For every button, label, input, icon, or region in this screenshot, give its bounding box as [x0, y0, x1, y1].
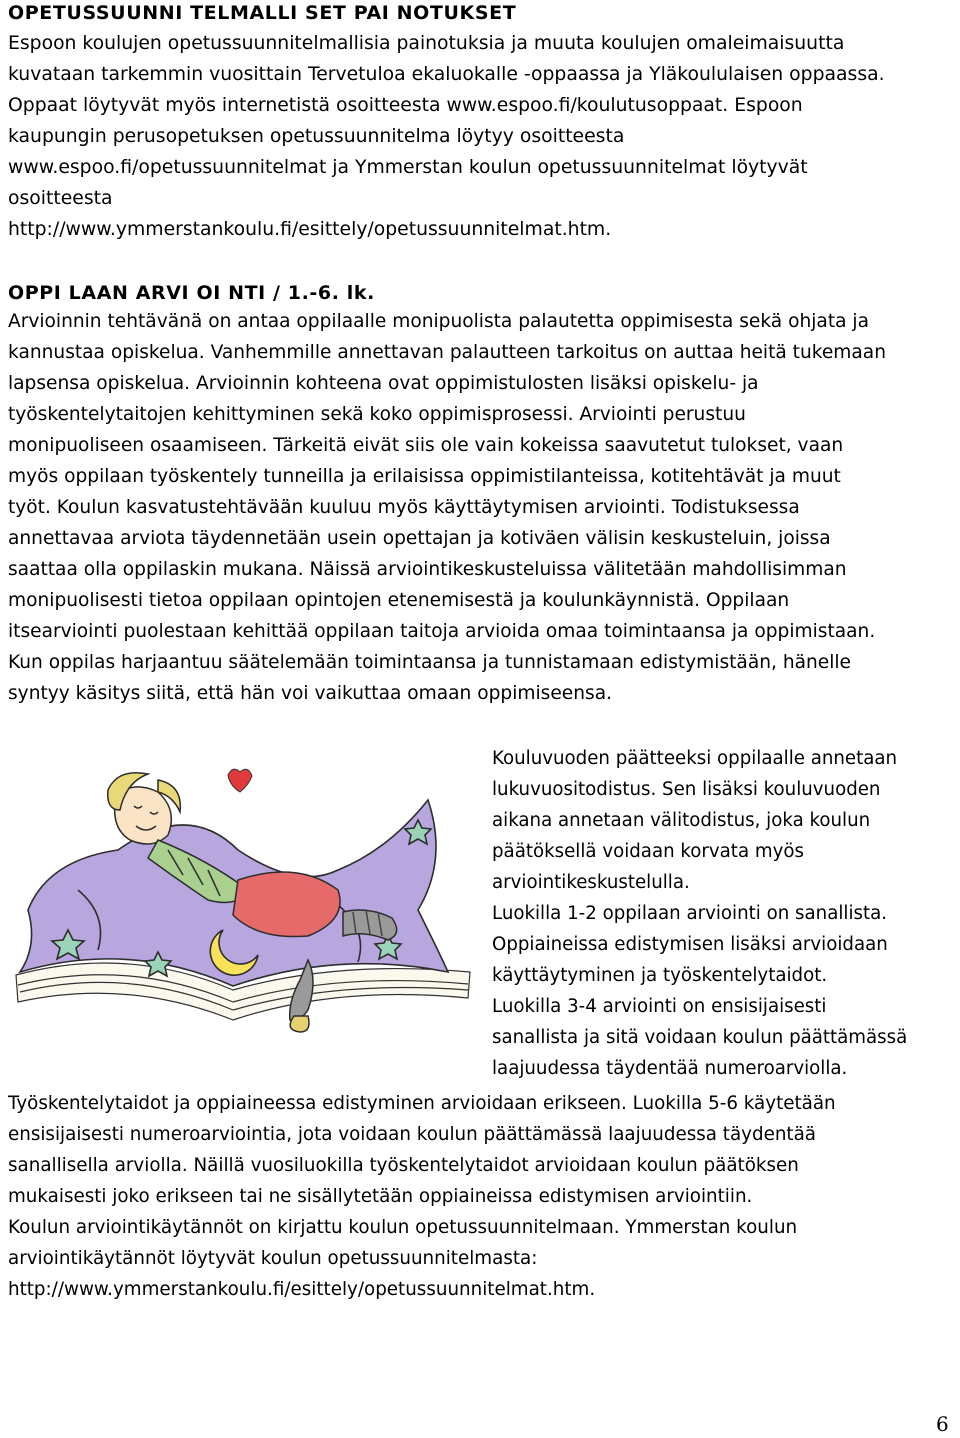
text-line: arviointikeskustelulla. [492, 872, 690, 893]
page-number: 6 [936, 1412, 949, 1436]
text-line: Luokilla 3-4 arviointi on ensisijaisesti [492, 996, 827, 1017]
text-line: www.espoo.fi/opetussuunnitelmat ja Ymmerstan koulun opetussuunnitelmat löytyvät [8, 157, 808, 178]
section-heading-assessment: OPPI LAAN ARVI OI NTI / 1.-6. lk. [8, 282, 375, 304]
text-line: osoitteesta [8, 188, 113, 209]
grading-practices-paragraph [8, 1088, 954, 1305]
report-card-paragraph [492, 743, 958, 1084]
text-line: kuvataan tarkemmin vuosittain Tervetuloa ekaluokalle -oppaassa ja Yläkoululaisen oppaassa. [8, 64, 885, 85]
text-line: Espoon koulujen opetussuunnitelmallisia painotuksia ja muuta koulujen omaleimaisuutta [8, 33, 845, 54]
text-line: Kouluvuoden päätteeksi oppilaalle annetaan [492, 748, 898, 769]
text-line: lukuvuositodistus. Sen lisäksi kouluvuoden [492, 779, 881, 800]
text-line: http://www.ymmerstankoulu.fi/esittely/opetussuunnitelmat.htm. [8, 219, 612, 240]
text-line: Työskentelytaidot ja oppiaineessa edistyminen arvioidaan erikseen. Luokilla 5-6 käytetään [8, 1093, 836, 1114]
text-line: sanallista ja sitä voidaan koulun päättämässä [492, 1027, 908, 1048]
text-line: kaupungin perusopetuksen opetussuunnitelma löytyy osoitteesta [8, 126, 625, 147]
text-line: laajuudessa täydentää numeroarviolla. [492, 1058, 848, 1079]
assessment-paragraph [8, 306, 954, 709]
text-line: ensisijaisesti numeroarviointia, jota voidaan koulun päättämässä laajuudessa täydentää [8, 1124, 816, 1145]
heart-icon [228, 769, 252, 792]
text-line: Koulun arviointikäytännöt on kirjattu koulun opetussuunnitelmaan. Ymmerstan koulun [8, 1217, 798, 1238]
section-heading-curriculum: OPETUSSUUNNI TELMALLI SET PAI NOTUKSET [8, 2, 517, 24]
text-line: sanallisella arviolla. Näillä vuosiluokilla työskentelytaidot arvioidaan koulun päätöksen [8, 1155, 799, 1176]
text-line: lapsensa opiskelua. Arvioinnin kohteena ovat oppimistulosten lisäksi opiskelu- ja [8, 373, 759, 394]
text-line: työskentelytaitojen kehittyminen sekä koko oppimisprosessi. Arviointi perustuu [8, 404, 746, 425]
text-line: monipuolisesti tietoa oppilaan opintojen etenemisestä ja koulunkäynnistä. Oppilaan [8, 590, 790, 611]
text-line: mukaisesti joko erikseen tai ne sisällytetään oppiaineissa edistymisen arviointiin. [8, 1186, 753, 1207]
text-line: Luokilla 1-2 oppilaan arviointi on sanallista. [492, 903, 888, 924]
text-line: itsearviointi puolestaan kehittää oppilaan taitoja arvioida omaa toimintaansa ja oppimistaan. [8, 621, 876, 642]
text-line: Arvioinnin tehtävänä on antaa oppilaalle monipuolista palautetta oppimisesta sekä ohjata ja [8, 311, 869, 332]
text-line: syntyy käsitys siitä, että hän voi vaikuttaa omaan oppimiseensa. [8, 683, 613, 704]
child-sleeping-on-book-illustration [8, 740, 480, 1070]
text-line: aikana annetaan välitodistus, joka koulun [492, 810, 871, 831]
text-line: arviointikäytännöt löytyvät koulun opetussuunnitelmasta: [8, 1248, 538, 1269]
text-line: annettavaa arviota täydennetään usein opettajan ja kotiväen välisin keskusteluin, joissa [8, 528, 831, 549]
text-line: kannustaa opiskelua. Vanhemmille annettavan palautteen tarkoitus on auttaa heitä tukemaan [8, 342, 886, 363]
text-line: Oppiaineissa edistymisen lisäksi arvioidaan [492, 934, 888, 955]
text-line: http://www.ymmerstankoulu.fi/esittely/opetussuunnitelmat.htm. [8, 1279, 596, 1300]
text-line: saattaa olla oppilaskin mukana. Näissä arviointikeskusteluissa välitetään mahdollisimman [8, 559, 847, 580]
text-line: Kun oppilas harjaantuu säätelemään toimintaansa ja tunnistamaan edistymistään, hänelle [8, 652, 852, 673]
text-line: käyttäytyminen ja työskentelytaidot. [492, 965, 828, 986]
text-line: myös oppilaan työskentely tunneilla ja erilaisissa oppimistilanteissa, kotitehtävät ja muut [8, 466, 841, 487]
text-line: työt. Koulun kasvatustehtävään kuuluu myös käyttäytymisen arviointi. Todistuksessa [8, 497, 800, 518]
curriculum-paragraph [8, 28, 954, 245]
text-line: Oppaat löytyvät myös internetistä osoitteesta www.espoo.fi/koulutusoppaat. Espoon [8, 95, 803, 116]
text-line: päätöksellä voidaan korvata myös [492, 841, 804, 862]
text-line: monipuoliseen osaamiseen. Tärkeitä eivät siis ole vain kokeissa saavutetut tulokset, vaan [8, 435, 844, 456]
